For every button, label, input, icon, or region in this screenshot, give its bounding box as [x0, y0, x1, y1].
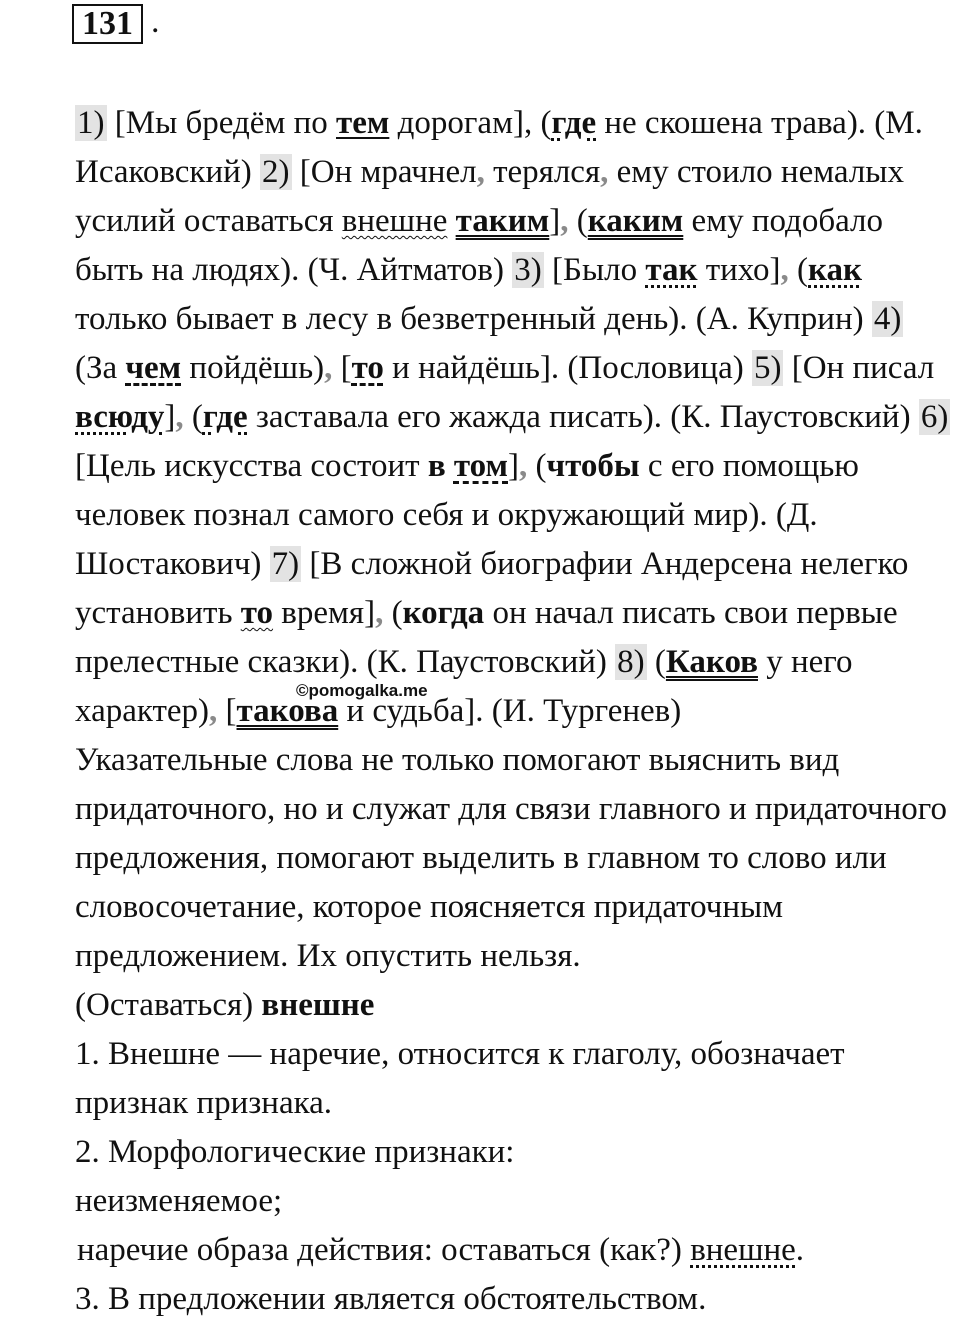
- analysis-heading-verb: (Оставаться): [75, 987, 262, 1023]
- text-run: [Мы бредём по: [106, 105, 336, 141]
- preposition-word: в: [427, 448, 446, 484]
- exercise-number-dot: .: [151, 3, 160, 40]
- exercise-text: [3, 99, 953, 1324]
- text-run: не скошена трава). (М. Исаковский): [75, 105, 923, 190]
- conjunctive-word: как: [808, 252, 863, 288]
- sentence-number: 3): [514, 252, 542, 288]
- sentence-number: 8): [617, 644, 645, 680]
- exercise-number: 131: [72, 4, 143, 44]
- demonstrative-word: так: [645, 252, 698, 288]
- analysis-point-3: 3. В предложении является обстоятельством.: [75, 1281, 707, 1317]
- analysis-point-1: 1. Внешне — наречие, относится к глаголу, обозначает признак признака.: [75, 1036, 845, 1121]
- demonstrative-word: такова: [236, 693, 339, 729]
- text-run: дорогам], (: [389, 105, 552, 141]
- comma-mark: ,: [600, 154, 609, 190]
- text-run: и найдёшь]. (Пословица): [383, 350, 752, 386]
- text-run: и судьба]. (И. Тургенев): [338, 693, 682, 729]
- text-run: [Цель искусства состоит: [75, 448, 428, 484]
- text-run: (: [527, 448, 547, 484]
- text-run: ]: [549, 203, 561, 239]
- comma-mark: ,: [780, 252, 789, 288]
- text-run: ему стоило немалых усилий оставаться: [75, 154, 904, 239]
- comma-mark: ,: [519, 448, 528, 484]
- text-run: с его помощью человек познал самого себя и окружающий мир). (Д. Шостакович): [75, 448, 859, 582]
- sentence-number: 6): [920, 399, 949, 435]
- conjunctive-word: Каков: [665, 644, 758, 680]
- analysis-point-2-item-1: неизменяемое;: [75, 1183, 283, 1219]
- conjunction-word: когда: [402, 595, 485, 631]
- adverb-word: внешне: [341, 203, 448, 239]
- analysis-point-2-item-2: [3, 1226, 953, 1275]
- conjunctive-word: где: [551, 105, 597, 141]
- text-run: он начал писать свои первые прелестные сказки). (К. Паустовский): [75, 595, 898, 680]
- text-run: [: [217, 693, 237, 729]
- comma-mark: ,: [209, 693, 218, 729]
- comma-mark: ,: [324, 350, 333, 386]
- watermark: ©pomogalka.me: [296, 681, 428, 700]
- analysis-heading-word: внешне: [261, 987, 375, 1023]
- text-run: (: [383, 595, 403, 631]
- sentence-number: 2): [262, 154, 290, 190]
- text-run: заставала его жажда писать). (К. Паустовский): [247, 399, 919, 435]
- sentences-paragraph: [3, 99, 953, 736]
- sentence-number: 4): [873, 301, 902, 337]
- text-run: только бывает в лесу в безветренный день). (А. Куприн): [75, 301, 872, 337]
- text-run: [В сложной биографии Андерсена нелегко установить: [75, 546, 909, 631]
- text-run: [446, 448, 454, 484]
- text-run: [447, 203, 455, 239]
- analysis-point-2: 2. Морфологические признаки:: [75, 1134, 515, 1170]
- demonstrative-word: то: [351, 350, 384, 386]
- comma-mark: ,: [560, 203, 569, 239]
- text-run: (: [183, 399, 203, 435]
- text-run: ему подобало быть на людях). (Ч. Айтматов): [75, 203, 884, 288]
- sentence-number: 1): [77, 105, 105, 141]
- analysis-heading: [3, 981, 953, 1030]
- comma-mark: ,: [375, 595, 384, 631]
- demonstrative-word: тем: [336, 105, 390, 141]
- text-run: у него характер): [75, 644, 853, 729]
- text-run: [: [332, 350, 352, 386]
- text-run: .: [795, 1232, 805, 1268]
- conjunctive-word: где: [202, 399, 248, 435]
- conjunctive-word: каким: [587, 203, 684, 239]
- text-run: тихо]: [697, 252, 781, 288]
- text-run: терялся: [484, 154, 601, 190]
- text-run: [Он мрачнел: [291, 154, 477, 190]
- explanation-paragraph: Указательные слова не только помогают выяснить вид придаточного, но и служат для связи главного и придаточного предложения, помогают выделить в главном то слово или словосочетание, которое поясняется придаточным предложением. Их опустить нельзя.: [75, 742, 947, 974]
- text-run: время]: [273, 595, 376, 631]
- conjunctive-word: чем: [125, 350, 182, 386]
- conjunction-word: чтобы: [546, 448, 640, 484]
- text-run: пойдёшь): [181, 350, 325, 386]
- demonstrative-word: таким: [455, 203, 550, 239]
- text-run: ]: [508, 448, 520, 484]
- text-run: (: [646, 644, 666, 680]
- demonstrative-word: всюду: [75, 399, 165, 435]
- adverb-word: внешне: [690, 1232, 796, 1268]
- text-run: (: [568, 203, 588, 239]
- comma-mark: ,: [175, 399, 184, 435]
- text-run: (: [788, 252, 809, 288]
- sentence-number: 7): [271, 546, 300, 582]
- text-run: наречие образа действия: оставаться (как?): [77, 1232, 691, 1268]
- text-run: [Он писал: [783, 350, 935, 386]
- sentence-number: 5): [753, 350, 782, 386]
- text-run: ]: [164, 399, 176, 435]
- demonstrative-word: то: [240, 595, 274, 631]
- text-run: (За: [75, 350, 126, 386]
- demonstrative-word: том: [453, 448, 509, 484]
- text-run: [Было: [543, 252, 646, 288]
- comma-mark: ,: [476, 154, 485, 190]
